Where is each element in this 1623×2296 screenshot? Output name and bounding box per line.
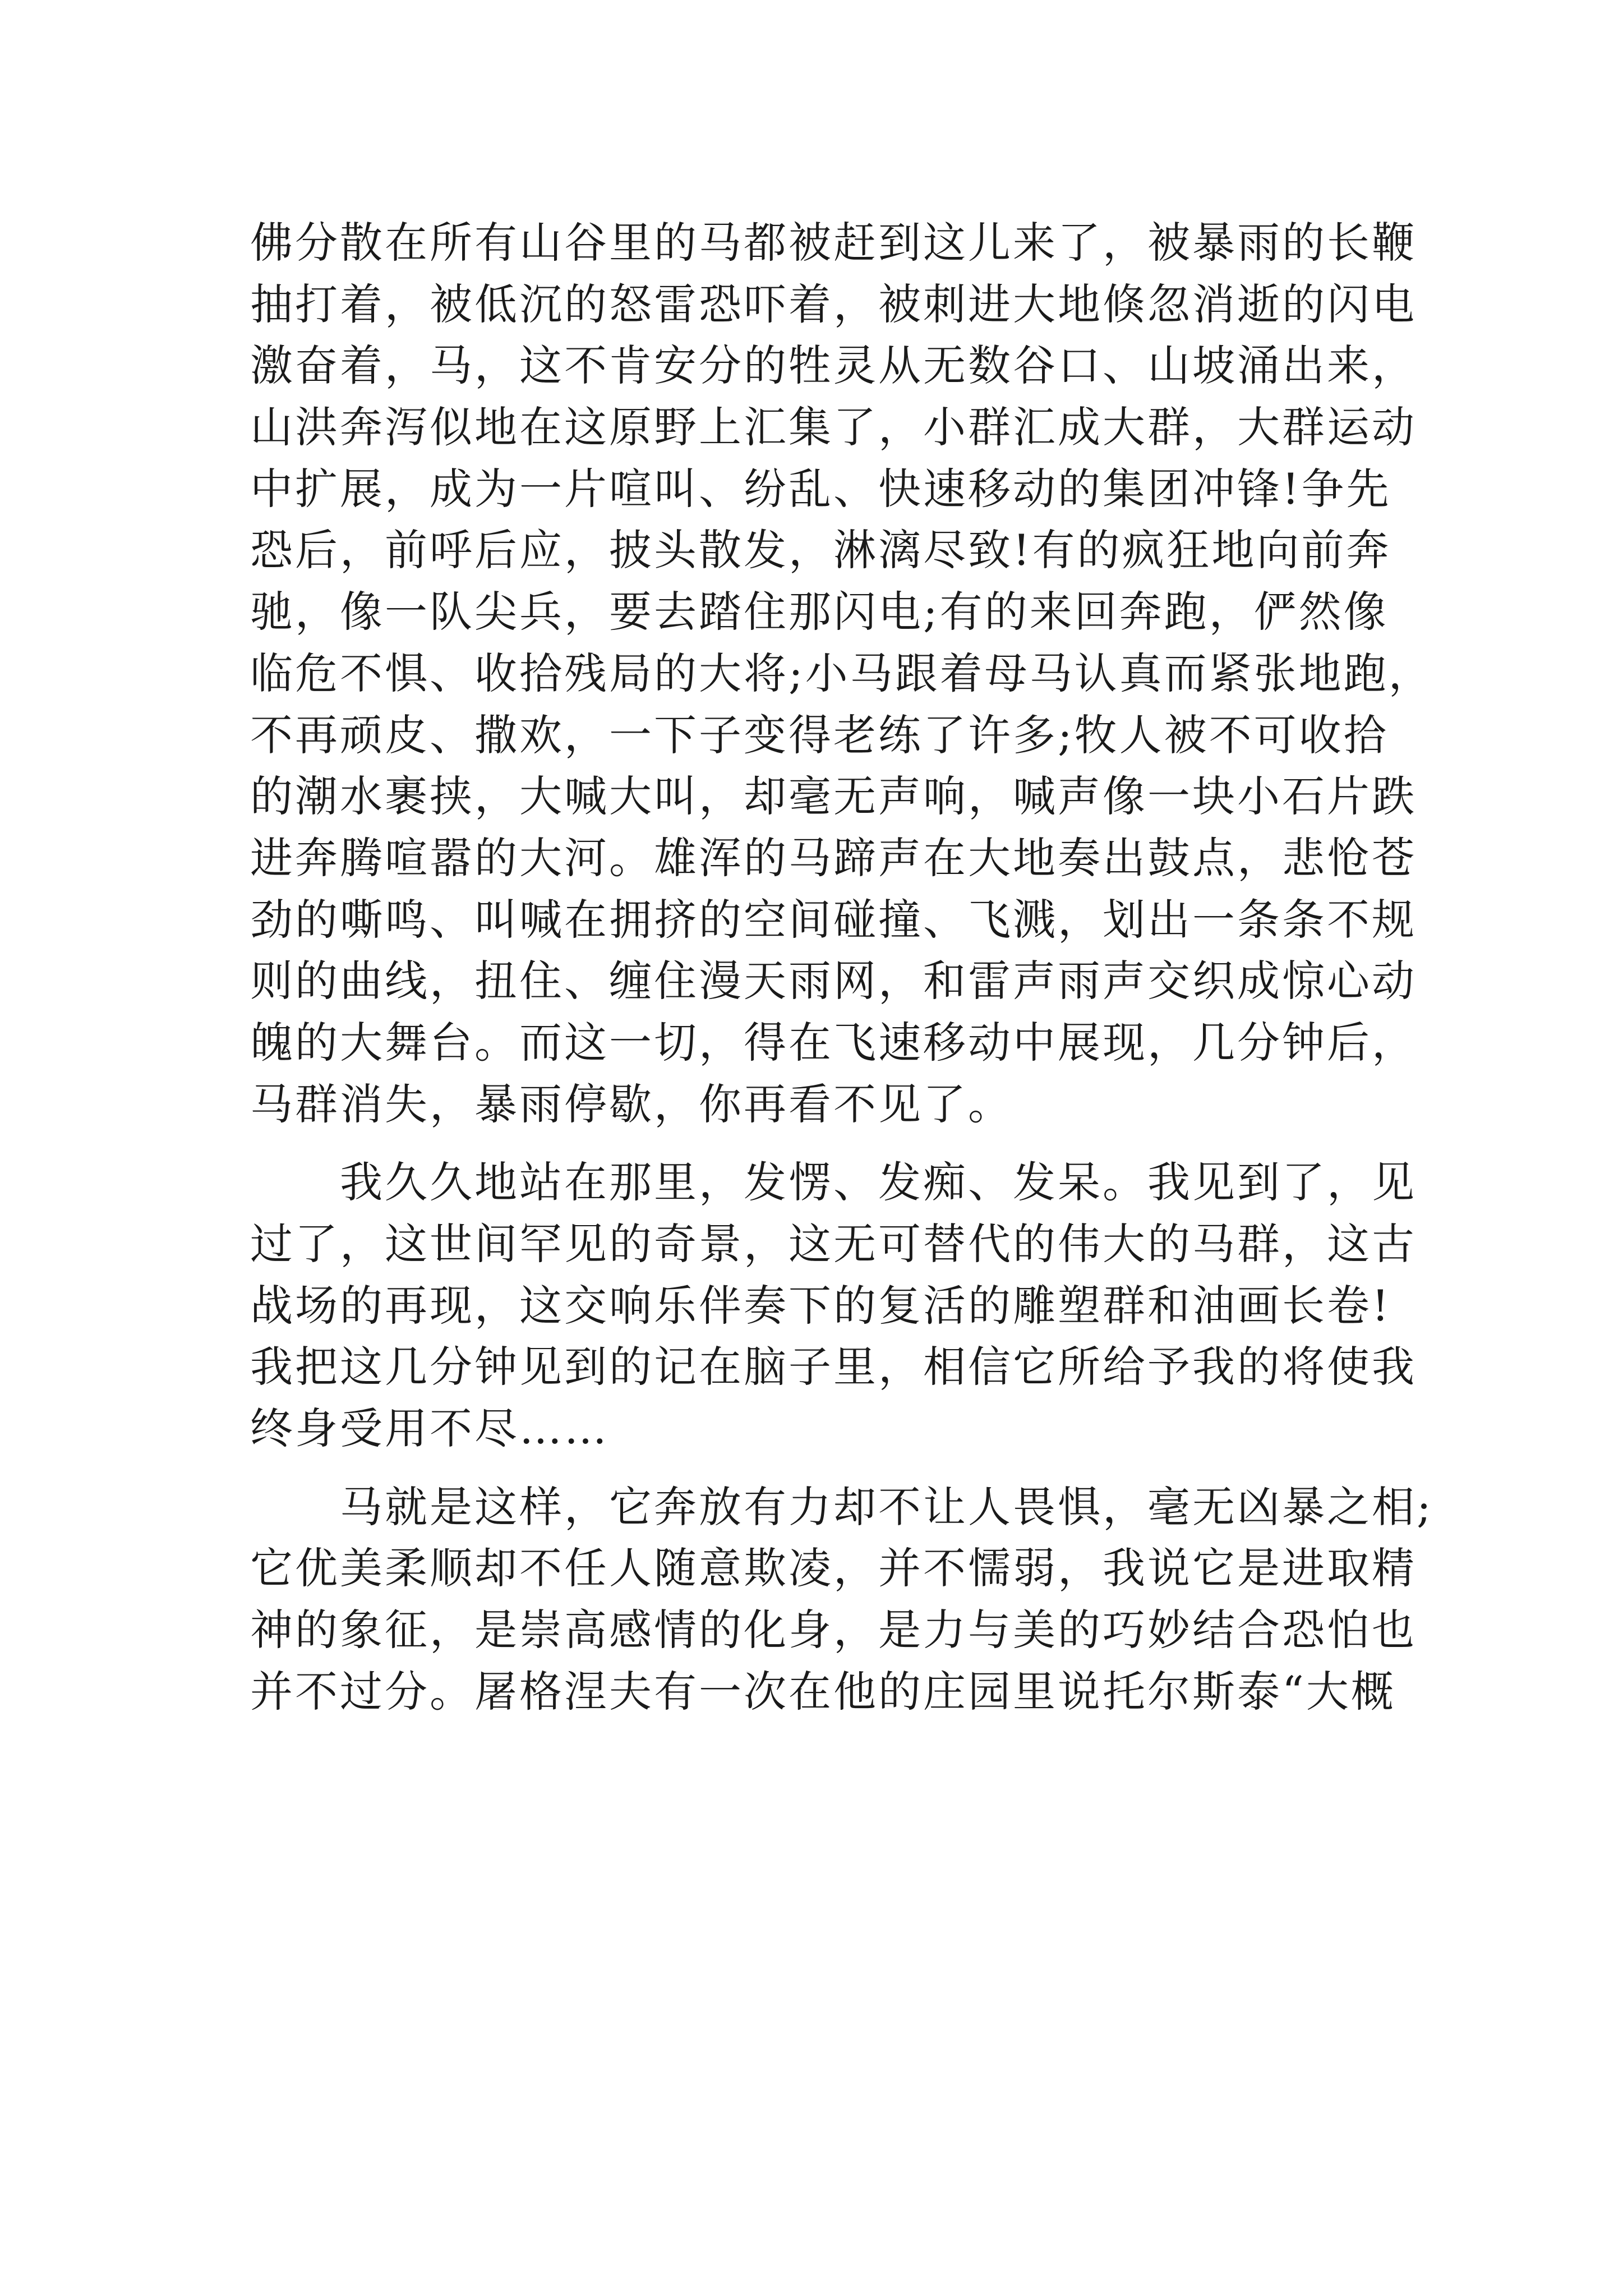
text-line: 抽打着，被低沉的怒雷恐吓着，被刺进大地倏忽消逝的闪电 <box>250 279 1417 329</box>
text-line: 它优美柔顺却不任人随意欺凌，并不懦弱，我说它是进取精 <box>250 1543 1417 1594</box>
text-line: 驰，像一队尖兵，要去踏住那闪电;有的来回奔跑，俨然像 <box>250 587 1389 637</box>
text-line: 山洪奔泻似地在这原野上汇集了，小群汇成大群，大群运动 <box>250 402 1417 453</box>
text-line: 我久久地站在那里，发愣、发痴、发呆。我见到了，见 <box>250 1157 1417 1208</box>
paragraph-2 <box>250 1152 1417 1459</box>
text-line: 则的曲线，扭住、缠住漫天雨网，和雷声雨声交织成惊心动 <box>250 956 1417 1006</box>
text-line: 战场的再现，这交响乐伴奏下的复活的雕塑群和油画长卷! <box>250 1280 1391 1331</box>
text-line: 中扩展，成为一片喧叫、纷乱、快速移动的集团冲锋!争先 <box>250 463 1391 514</box>
paragraph-1 <box>250 212 1433 1135</box>
text-line: 过了，这世间罕见的奇景，这无可替代的伟大的马群，这古 <box>250 1219 1417 1269</box>
text-line: 进奔腾喧嚣的大河。雄浑的马蹄声在大地奏出鼓点，悲怆苍 <box>250 832 1417 883</box>
text-line: 魄的大舞台。而这一切，得在飞速移动中展现，几分钟后， <box>250 1017 1417 1068</box>
text-line: 终身受用不尽…… <box>250 1404 609 1454</box>
text-line: 并不过分。屠格涅夫有一次在他的庄园里说托尔斯泰“大概 <box>250 1666 1396 1717</box>
text-line: 我把这几分钟见到的记在脑子里，相信它所给予我的将使我 <box>250 1342 1417 1392</box>
text-line: 劲的嘶鸣、叫喊在拥挤的空间碰撞、飞溅，划出一条条不规 <box>250 894 1417 945</box>
text-line: 不再顽皮、撒欢，一下子变得老练了许多;牧人被不可收拾 <box>250 710 1389 760</box>
text-line: 佛分散在所有山谷里的马都被赶到这儿来了，被暴雨的长鞭 <box>250 218 1417 268</box>
body-text <box>250 212 1433 1723</box>
paragraph-spacing <box>250 1460 1377 1476</box>
text-line: 神的象征，是崇高感情的化身，是力与美的巧妙结合恐怕也 <box>250 1605 1417 1655</box>
text-line: 的潮水裹挟，大喊大叫，却毫无声响，喊声像一块小石片跌 <box>250 771 1417 822</box>
text-line: 临危不惧、收拾残局的大将;小马跟着母马认真而紧张地跑， <box>250 648 1433 698</box>
text-line: 马群消失，暴雨停歇，你再看不见了。 <box>250 1079 1013 1129</box>
text-line: 恐后，前呼后应，披头散发，淋漓尽致!有的疯狂地向前奔 <box>250 525 1391 576</box>
text-line: 激奋着，马，这不肯安分的牲灵从无数谷口、山坡涌出来， <box>250 341 1417 391</box>
paragraph-3 <box>250 1476 1433 1723</box>
paragraph-spacing <box>250 1135 1377 1152</box>
text-line: 马就是这样，它奔放有力却不让人畏惧，毫无凶暴之相; <box>250 1481 1433 1532</box>
